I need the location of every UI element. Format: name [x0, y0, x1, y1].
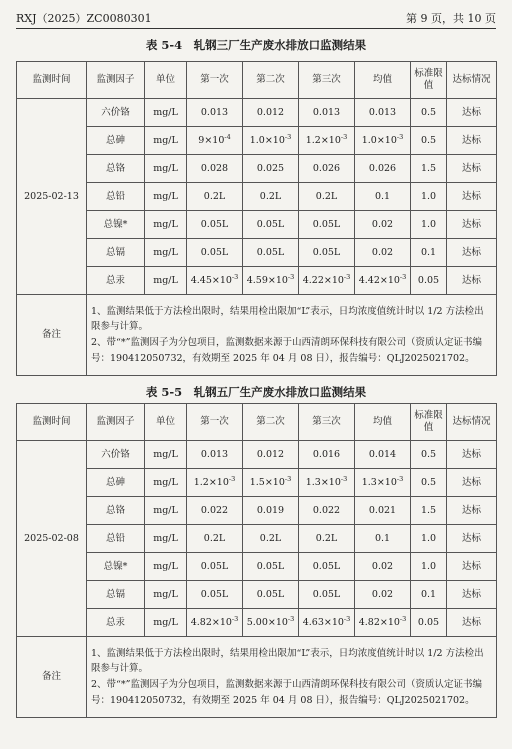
- third-value: 0.05L: [299, 239, 355, 267]
- factor-name: 总汞: [87, 609, 145, 637]
- average-value: $4.82\times 10^{-3}$: [355, 609, 411, 637]
- compliance-status: 达标: [447, 609, 497, 637]
- notes-row: [17, 637, 497, 718]
- third-value: 0.022: [299, 497, 355, 525]
- third-value: 0.05L: [299, 581, 355, 609]
- first-value: $1.2\times 10^{-3}$: [187, 469, 243, 497]
- col-time-header: 监测时间: [17, 404, 87, 441]
- factor-name: 总砷: [87, 127, 145, 155]
- page-info: 第 9 页，共 10 页: [406, 12, 496, 25]
- note-item: 2、带“*”监测因子为分包项目，监测数据来源于山西清朗环保科技有限公司（资质认定证书编号：190412050732，有效期至 2025 年 04 月 08 日），报告编号：QLJ2025021702。: [91, 337, 483, 364]
- report-number: RXJ（2025）ZC0080301: [16, 12, 152, 25]
- standard-limit: 1.0: [411, 183, 447, 211]
- second-value: 0.05L: [243, 581, 299, 609]
- factor-name: 六价铬: [87, 99, 145, 127]
- table-row: [17, 469, 497, 497]
- first-value: 0.013: [187, 99, 243, 127]
- monitoring-date: 2025-02-08: [17, 441, 87, 637]
- standard-limit: 1.0: [411, 211, 447, 239]
- average-value: 0.021: [355, 497, 411, 525]
- first-value: 0.05L: [187, 581, 243, 609]
- factor-name: 总铅: [87, 183, 145, 211]
- factor-name: 总铬: [87, 155, 145, 183]
- notes-content: [87, 637, 497, 718]
- factor-name: 总镉: [87, 581, 145, 609]
- average-value: 0.1: [355, 183, 411, 211]
- compliance-status: 达标: [447, 211, 497, 239]
- third-value: $4.22\times 10^{-3}$: [299, 267, 355, 295]
- col-status-header: 达标情况: [447, 62, 497, 99]
- standard-limit: 0.05: [411, 609, 447, 637]
- table-row: [17, 211, 497, 239]
- standard-limit: 0.5: [411, 99, 447, 127]
- col-second-header: 第二次: [243, 404, 299, 441]
- table-row: [17, 581, 497, 609]
- second-value: 0.012: [243, 441, 299, 469]
- table-body: [17, 99, 497, 376]
- compliance-status: 达标: [447, 553, 497, 581]
- standard-limit: 0.1: [411, 581, 447, 609]
- standard-limit: 1.5: [411, 497, 447, 525]
- unit: mg/L: [145, 99, 187, 127]
- table-row: [17, 553, 497, 581]
- third-value: 0.016: [299, 441, 355, 469]
- compliance-status: 达标: [447, 127, 497, 155]
- table-body: [17, 441, 497, 718]
- average-value: $1.0\times 10^{-3}$: [355, 127, 411, 155]
- factor-name: 六价铬: [87, 441, 145, 469]
- compliance-status: 达标: [447, 99, 497, 127]
- table-row: [17, 127, 497, 155]
- unit: mg/L: [145, 553, 187, 581]
- col-time-header: 监测时间: [17, 62, 87, 99]
- average-value: 0.02: [355, 239, 411, 267]
- table-row: [17, 525, 497, 553]
- col-unit-header: 单位: [145, 404, 187, 441]
- unit: mg/L: [145, 441, 187, 469]
- factor-name: 总镍*: [87, 553, 145, 581]
- table-row: [17, 183, 497, 211]
- first-value: 0.022: [187, 497, 243, 525]
- col-factor-header: 监测因子: [87, 62, 145, 99]
- table-title-1: 表 5-4 轧钢三厂生产废水排放口监测结果: [145, 38, 367, 52]
- factor-name: 总铅: [87, 525, 145, 553]
- factor-name: 总镉: [87, 239, 145, 267]
- col-second-header: 第二次: [243, 62, 299, 99]
- first-value: 0.05L: [187, 211, 243, 239]
- unit: mg/L: [145, 155, 187, 183]
- factor-name: 总汞: [87, 267, 145, 295]
- average-value: 0.02: [355, 553, 411, 581]
- standard-limit: 1.0: [411, 553, 447, 581]
- table-title-2: 表 5-5 轧钢五厂生产废水排放口监测结果: [145, 385, 367, 399]
- notes-label: 备注: [17, 295, 87, 376]
- second-value: 0.05L: [243, 553, 299, 581]
- table-row: [17, 441, 497, 469]
- second-value: $4.59\times 10^{-3}$: [243, 267, 299, 295]
- unit: mg/L: [145, 127, 187, 155]
- unit: mg/L: [145, 239, 187, 267]
- compliance-status: 达标: [447, 239, 497, 267]
- first-value: 0.2L: [187, 183, 243, 211]
- second-value: 0.05L: [243, 211, 299, 239]
- notes-label: 备注: [17, 637, 87, 718]
- first-value: 0.05L: [187, 553, 243, 581]
- standard-limit: 0.5: [411, 441, 447, 469]
- first-value: $9\times 10^{-4}$: [187, 127, 243, 155]
- second-value: 0.05L: [243, 239, 299, 267]
- compliance-status: 达标: [447, 469, 497, 497]
- standard-limit: 0.1: [411, 239, 447, 267]
- second-value: 0.2L: [243, 183, 299, 211]
- page-header: [16, 8, 496, 29]
- compliance-status: 达标: [447, 525, 497, 553]
- average-value: $1.3\times 10^{-3}$: [355, 469, 411, 497]
- first-value: 0.013: [187, 441, 243, 469]
- col-third-header: 第三次: [299, 404, 355, 441]
- third-value: 0.05L: [299, 553, 355, 581]
- unit: mg/L: [145, 525, 187, 553]
- third-value: 0.2L: [299, 183, 355, 211]
- table-row: [17, 99, 497, 127]
- second-value: 0.019: [243, 497, 299, 525]
- note-item: 2、带“*”监测因子为分包项目，监测数据来源于山西清朗环保科技有限公司（资质认定证书编号：190412050732，有效期至 2025 年 04 月 08 日），报告编号：QLJ2025021702。: [91, 679, 483, 706]
- table-row: [17, 267, 497, 295]
- col-average-header: 均值: [355, 404, 411, 441]
- standard-limit: 0.5: [411, 469, 447, 497]
- compliance-status: 达标: [447, 155, 497, 183]
- average-value: 0.013: [355, 99, 411, 127]
- standard-limit: 1.0: [411, 525, 447, 553]
- third-value: $1.2\times 10^{-3}$: [299, 127, 355, 155]
- average-value: 0.014: [355, 441, 411, 469]
- col-factor-header: 监测因子: [87, 404, 145, 441]
- notes-row: [17, 295, 497, 376]
- col-average-header: 均值: [355, 62, 411, 99]
- col-first-header: 第一次: [187, 62, 243, 99]
- note-item: 1、监测结果低于方法检出限时，结果用检出限加“L”表示，日均浓度值统计时以 1/2 方法检出限参与计算。: [91, 305, 484, 333]
- unit: mg/L: [145, 267, 187, 295]
- third-value: 0.026: [299, 155, 355, 183]
- third-value: 0.05L: [299, 211, 355, 239]
- factor-name: 总砷: [87, 469, 145, 497]
- unit: mg/L: [145, 183, 187, 211]
- col-first-header: 第一次: [187, 404, 243, 441]
- compliance-status: 达标: [447, 441, 497, 469]
- average-value: 0.1: [355, 525, 411, 553]
- first-value: $4.82\times 10^{-3}$: [187, 609, 243, 637]
- note-item: 1、监测结果低于方法检出限时，结果用检出限加“L”表示，日均浓度值统计时以 1/2 方法检出限参与计算。: [91, 647, 484, 675]
- standard-limit: 1.5: [411, 155, 447, 183]
- table-row: [17, 239, 497, 267]
- compliance-status: 达标: [447, 183, 497, 211]
- third-value: 0.013: [299, 99, 355, 127]
- table-row: [17, 609, 497, 637]
- col-limit-header: 标准限值: [411, 404, 447, 441]
- unit: mg/L: [145, 469, 187, 497]
- first-value: 0.2L: [187, 525, 243, 553]
- first-value: $4.45\times 10^{-3}$: [187, 267, 243, 295]
- unit: mg/L: [145, 211, 187, 239]
- standard-limit: 0.05: [411, 267, 447, 295]
- second-value: 0.025: [243, 155, 299, 183]
- first-value: 0.05L: [187, 239, 243, 267]
- standard-limit: 0.5: [411, 127, 447, 155]
- average-value: 0.02: [355, 211, 411, 239]
- factor-name: 总铬: [87, 497, 145, 525]
- average-value: $4.42\times 10^{-3}$: [355, 267, 411, 295]
- second-value: $5.00\times 10^{-3}$: [243, 609, 299, 637]
- unit: mg/L: [145, 581, 187, 609]
- unit: mg/L: [145, 497, 187, 525]
- average-value: 0.026: [355, 155, 411, 183]
- notes-content: [87, 295, 497, 376]
- average-value: 0.02: [355, 581, 411, 609]
- table-row: [17, 497, 497, 525]
- col-third-header: 第三次: [299, 62, 355, 99]
- unit: mg/L: [145, 609, 187, 637]
- compliance-status: 达标: [447, 267, 497, 295]
- second-value: $1.5\times 10^{-3}$: [243, 469, 299, 497]
- third-value: $4.63\times 10^{-3}$: [299, 609, 355, 637]
- col-unit-header: 单位: [145, 62, 187, 99]
- table-row: [17, 155, 497, 183]
- compliance-status: 达标: [447, 497, 497, 525]
- results-table-2: [16, 403, 497, 718]
- results-table-1: [16, 61, 497, 376]
- second-value: $1.0\times 10^{-3}$: [243, 127, 299, 155]
- table-header: [17, 62, 497, 99]
- col-status-header: 达标情况: [447, 404, 497, 441]
- col-limit-header: 标准限值: [411, 62, 447, 99]
- third-value: 0.2L: [299, 525, 355, 553]
- third-value: $1.3\times 10^{-3}$: [299, 469, 355, 497]
- compliance-status: 达标: [447, 581, 497, 609]
- factor-name: 总镍*: [87, 211, 145, 239]
- second-value: 0.012: [243, 99, 299, 127]
- monitoring-date: 2025-02-13: [17, 99, 87, 295]
- table-header: [17, 404, 497, 441]
- first-value: 0.028: [187, 155, 243, 183]
- second-value: 0.2L: [243, 525, 299, 553]
